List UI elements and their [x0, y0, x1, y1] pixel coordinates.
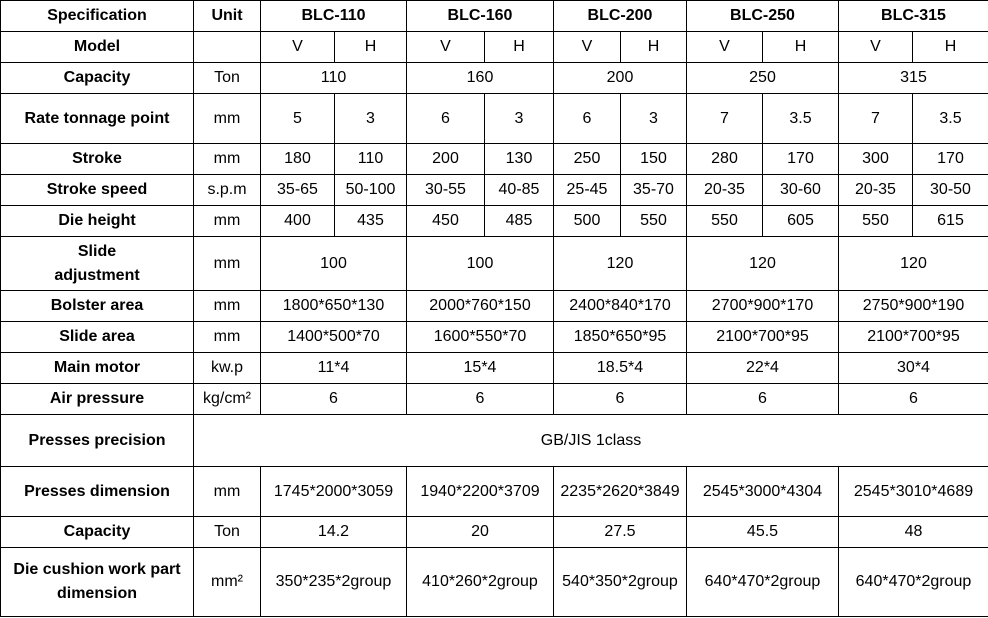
cell-value: 15*4	[407, 353, 554, 384]
cell-value: 2100*700*95	[839, 322, 988, 353]
header-model: BLC-200	[554, 1, 687, 32]
cell-value: 30*4	[839, 353, 988, 384]
row-unit: s.p.m	[194, 175, 261, 206]
cell-value: 150	[621, 144, 687, 175]
cell-value: 100	[407, 237, 554, 291]
cell-value: 160	[407, 63, 554, 94]
header-model: BLC-315	[839, 1, 988, 32]
table-row	[1, 63, 988, 94]
cell-value: 30-55	[407, 175, 485, 206]
row-label: Die cushion work part dimension	[1, 548, 194, 617]
row-unit	[194, 32, 261, 63]
cell-value: 550	[687, 206, 763, 237]
row-unit: kw.p	[194, 353, 261, 384]
model-type: H	[485, 32, 554, 63]
cell-value: 200	[554, 63, 687, 94]
cell-value: 3	[621, 94, 687, 144]
model-type: V	[261, 32, 335, 63]
cell-value: 170	[763, 144, 839, 175]
cell-value: 500	[554, 206, 621, 237]
cell-value: 6	[839, 384, 988, 415]
row-label: Bolster area	[1, 291, 194, 322]
header-specification: Specification	[1, 1, 194, 32]
cell-value: 6	[554, 384, 687, 415]
cell-value: 7	[839, 94, 913, 144]
row-unit: mm	[194, 322, 261, 353]
row-label: Capacity	[1, 517, 194, 548]
cell-value: 30-60	[763, 175, 839, 206]
cell-value: 14.2	[261, 517, 407, 548]
cell-value: 20-35	[839, 175, 913, 206]
row-unit: Ton	[194, 63, 261, 94]
cell-value: 7	[687, 94, 763, 144]
cell-value: 35-70	[621, 175, 687, 206]
cell-value: 300	[839, 144, 913, 175]
model-type: H	[335, 32, 407, 63]
cell-value: 280	[687, 144, 763, 175]
cell-value: 1850*650*95	[554, 322, 687, 353]
row-unit: mm	[194, 94, 261, 144]
cell-value: 6	[261, 384, 407, 415]
cell-value: 615	[913, 206, 988, 237]
cell-value: 350*235*2group	[261, 548, 407, 617]
table-row	[1, 237, 988, 291]
cell-value: 1600*550*70	[407, 322, 554, 353]
cell-value: 1745*2000*3059	[261, 467, 407, 517]
cell-value: 6	[407, 94, 485, 144]
table-row	[1, 384, 988, 415]
cell-value: 120	[554, 237, 687, 291]
row-unit: mm	[194, 291, 261, 322]
header-model: BLC-160	[407, 1, 554, 32]
cell-value: 1400*500*70	[261, 322, 407, 353]
row-unit: Ton	[194, 517, 261, 548]
cell-value: 400	[261, 206, 335, 237]
cell-value: 250	[554, 144, 621, 175]
cell-value: 605	[763, 206, 839, 237]
cell-value: 2235*2620*3849	[554, 467, 687, 517]
cell-value: 550	[621, 206, 687, 237]
cell-value: 3.5	[913, 94, 988, 144]
table-row	[1, 94, 988, 144]
cell-value: 30-50	[913, 175, 988, 206]
cell-value: 450	[407, 206, 485, 237]
cell-value: 3	[485, 94, 554, 144]
cell-value: 45.5	[687, 517, 839, 548]
header-row	[1, 1, 988, 32]
cell-value: 1940*2200*3709	[407, 467, 554, 517]
row-label: Main motor	[1, 353, 194, 384]
model-type: V	[554, 32, 621, 63]
cell-value: 130	[485, 144, 554, 175]
table-row	[1, 415, 988, 467]
table-row	[1, 548, 988, 617]
cell-value: 410*260*2group	[407, 548, 554, 617]
row-label: Die height	[1, 206, 194, 237]
cell-value: 640*470*2group	[839, 548, 988, 617]
row-label: Stroke	[1, 144, 194, 175]
cell-value: 550	[839, 206, 913, 237]
cell-value: 18.5*4	[554, 353, 687, 384]
table-row	[1, 353, 988, 384]
cell-value: 120	[687, 237, 839, 291]
header-model: BLC-250	[687, 1, 839, 32]
model-type: V	[839, 32, 913, 63]
cell-value: 5	[261, 94, 335, 144]
model-type: H	[913, 32, 988, 63]
cell-value: 20-35	[687, 175, 763, 206]
cell-value: 2700*900*170	[687, 291, 839, 322]
cell-value: 50-100	[335, 175, 407, 206]
cell-value: 540*350*2group	[554, 548, 687, 617]
row-label: Model	[1, 32, 194, 63]
cell-value: 485	[485, 206, 554, 237]
row-unit: mm	[194, 237, 261, 291]
cell-value: 11*4	[261, 353, 407, 384]
model-type: H	[763, 32, 839, 63]
cell-value: 120	[839, 237, 988, 291]
table-row	[1, 206, 988, 237]
cell-value: 35-65	[261, 175, 335, 206]
model-row	[1, 32, 988, 63]
row-label: Slide area	[1, 322, 194, 353]
cell-value: 6	[407, 384, 554, 415]
model-type: V	[407, 32, 485, 63]
cell-value: 6	[687, 384, 839, 415]
cell-value: 22*4	[687, 353, 839, 384]
cell-value: GB/JIS 1class	[194, 415, 988, 467]
cell-value: 6	[554, 94, 621, 144]
row-unit: kg/cm²	[194, 384, 261, 415]
row-label: Slide adjustment	[1, 237, 194, 291]
table-row	[1, 175, 988, 206]
cell-value: 25-45	[554, 175, 621, 206]
table-row	[1, 467, 988, 517]
cell-value: 2000*760*150	[407, 291, 554, 322]
cell-value: 100	[261, 237, 407, 291]
row-label: Presses dimension	[1, 467, 194, 517]
model-type: H	[621, 32, 687, 63]
cell-value: 315	[839, 63, 988, 94]
table-row	[1, 291, 988, 322]
row-label: Capacity	[1, 63, 194, 94]
cell-value: 2100*700*95	[687, 322, 839, 353]
model-type: V	[687, 32, 763, 63]
table-row	[1, 517, 988, 548]
row-unit: mm	[194, 144, 261, 175]
row-label: Air pressure	[1, 384, 194, 415]
row-label: Rate tonnage point	[1, 94, 194, 144]
row-label: Presses precision	[1, 415, 194, 467]
table-row	[1, 322, 988, 353]
row-unit: mm	[194, 467, 261, 517]
cell-value: 48	[839, 517, 988, 548]
cell-value: 180	[261, 144, 335, 175]
row-label: Stroke speed	[1, 175, 194, 206]
cell-value: 110	[335, 144, 407, 175]
cell-value: 640*470*2group	[687, 548, 839, 617]
cell-value: 2750*900*190	[839, 291, 988, 322]
cell-value: 435	[335, 206, 407, 237]
table-row	[1, 144, 988, 175]
cell-value: 2545*3000*4304	[687, 467, 839, 517]
cell-value: 1800*650*130	[261, 291, 407, 322]
header-model: BLC-110	[261, 1, 407, 32]
cell-value: 2400*840*170	[554, 291, 687, 322]
header-unit: Unit	[194, 1, 261, 32]
cell-value: 110	[261, 63, 407, 94]
cell-value: 3.5	[763, 94, 839, 144]
cell-value: 40-85	[485, 175, 554, 206]
cell-value: 2545*3010*4689	[839, 467, 988, 517]
cell-value: 170	[913, 144, 988, 175]
cell-value: 200	[407, 144, 485, 175]
cell-value: 250	[687, 63, 839, 94]
cell-value: 3	[335, 94, 407, 144]
cell-value: 20	[407, 517, 554, 548]
row-unit: mm²	[194, 548, 261, 617]
row-unit: mm	[194, 206, 261, 237]
cell-value: 27.5	[554, 517, 687, 548]
